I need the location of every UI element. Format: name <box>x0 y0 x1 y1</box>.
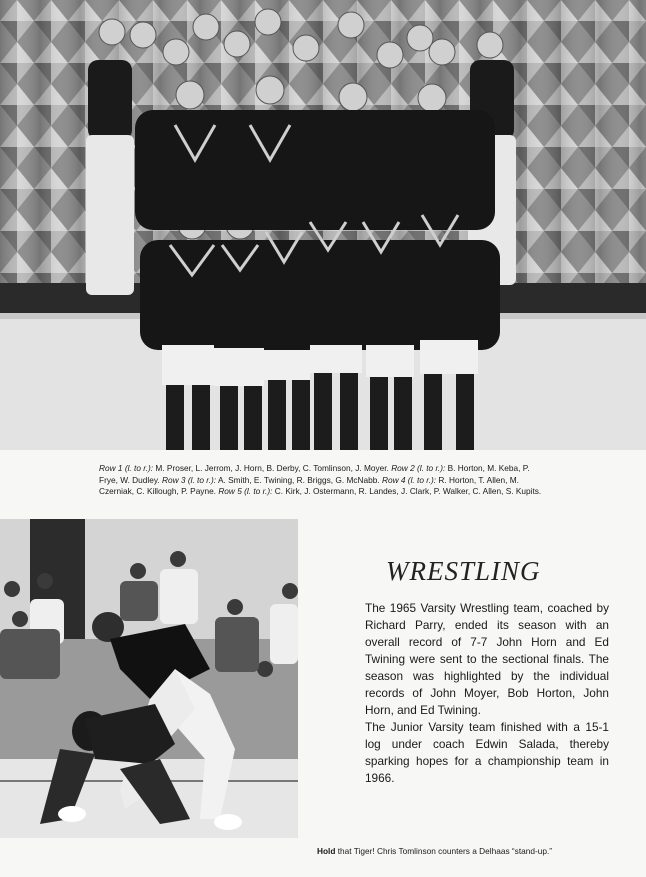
caption-text: that Tiger! Chris Tomlinson counters a Delhaas “stand-up.” <box>337 846 553 856</box>
action-photo <box>0 519 298 838</box>
row-label: Row 5 (l. to r.): <box>218 486 273 497</box>
page-title: WRESTLING <box>386 556 541 586</box>
row-names: C. Kirk, J. Ostermann, R. Landes, J. Clark, P. Walker, C. Allen, S. Kupits. <box>274 486 542 497</box>
team-caption <box>99 463 544 498</box>
row-label: Row 2 (l. to r.): <box>391 463 446 473</box>
article-paragraph: The Junior Varsity team finished with a 15-1 log under coach Edwin Salada, thereby sparking hopes for a championship team in 1966. <box>365 720 609 785</box>
article-paragraph: The 1965 Varsity Wrestling team, coached by Richard Parry, ended its season with an overall record of 7-7 John Horn and Ed Twining were sent to the sectional finals. The season was highlighted by the individual records of John Moyer, Bob Horton, John Horn, and Ed Twining. <box>365 601 609 717</box>
row-names: B. Horton, M. Keba, P. Frye, W. Dudley. <box>99 463 530 485</box>
caption-lead: Hold <box>317 846 336 856</box>
row-label: Row 3 (l. to r.): <box>162 474 217 485</box>
row-names: A. Smith, E. Twining, R. Briggs, G. McNabb. <box>217 474 380 485</box>
row-names: R. Horton, T. Allen, M. Czerniak, C. Killough, P. Payne. <box>99 474 519 497</box>
row-label: Row 1 (l. to r.): <box>99 463 154 473</box>
row-label: Row 4 (l. to r.): <box>381 474 437 485</box>
action-caption <box>317 846 623 858</box>
article-body <box>365 600 609 787</box>
row-names: M. Proser, L. Jerrom, J. Horn, B. Derby, C. Tomlinson, J. Moyer. <box>155 463 389 473</box>
